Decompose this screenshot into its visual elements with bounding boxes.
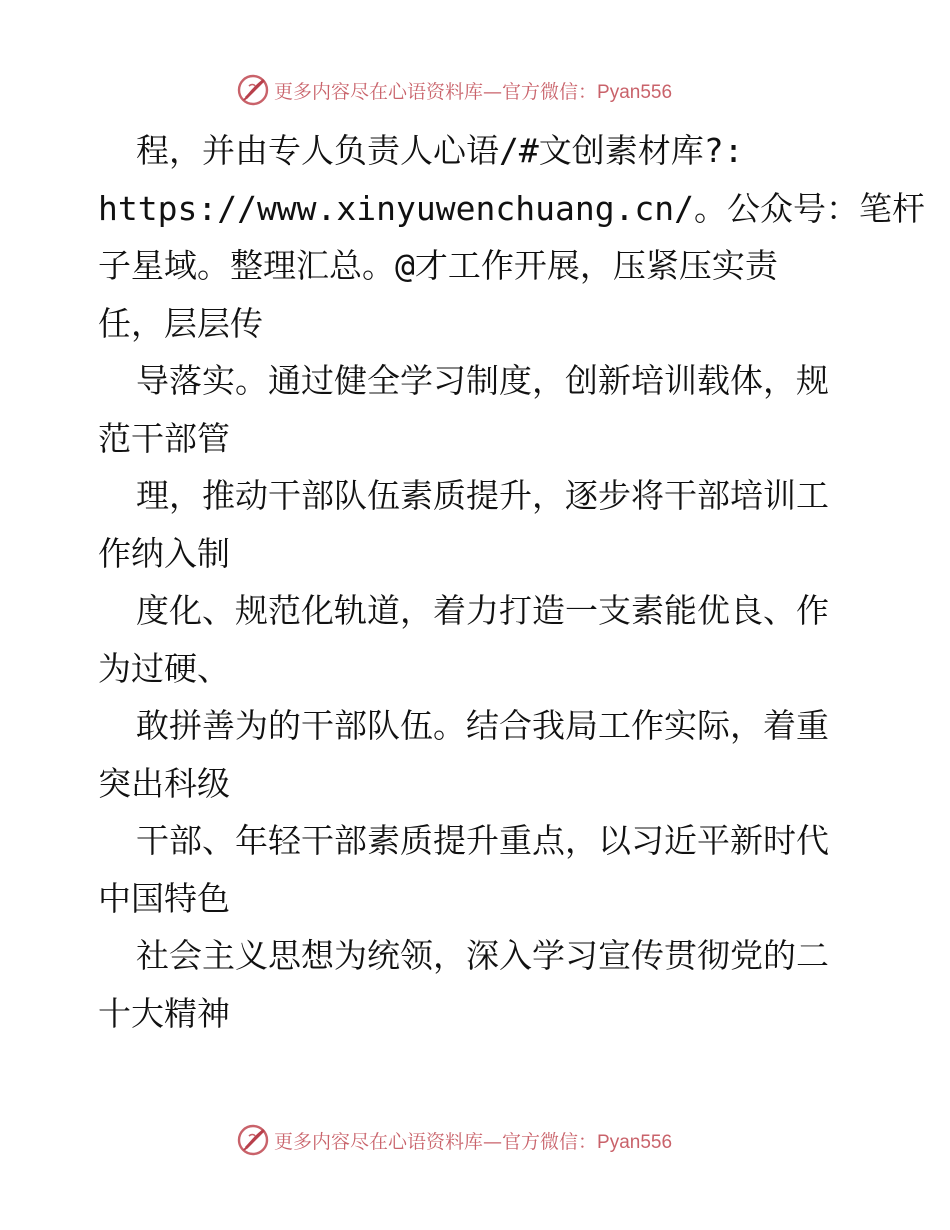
footer-banner [236,1122,756,1158]
text-line: 社会主义思想为统领，深入学习宣传贯彻党的二 [136,936,829,975]
text-line: 范干部管 [98,418,230,458]
text-line: 导落实。通过健全学习制度，创新培训载体，规 [136,361,829,400]
text-line: 十大精神 [98,993,230,1033]
text-line: 作纳入制 [98,533,230,573]
text-line: 理，推动干部队伍素质提升，逐步将干部培训工 [136,476,829,515]
header-banner-id: Pyan556 [597,81,673,103]
text-line: 干部、年轻干部素质提升重点，以习近平新时代 [136,821,829,860]
brush-logo-icon [236,73,270,107]
header-banner-main: 更多内容尽在心语资料库—官方微信： [274,80,598,103]
text-line: 突出科级 [98,763,230,803]
footer-banner-text [274,1127,672,1154]
text-line: https://www.xinyuwenchuang.cn/。公众号：笔杆 [98,188,926,228]
brush-logo-icon [236,1123,270,1157]
header-banner-text [274,77,672,104]
text-line: 中国特色 [98,878,230,918]
text-line: 任，层层传 [98,303,263,343]
footer-banner-main: 更多内容尽在心语资料库—官方微信： [274,1130,598,1153]
text-line: 敢拼善为的干部队伍。结合我局工作实际，着重 [136,706,829,745]
text-line: 为过硬、 [98,648,230,688]
header-banner [236,72,756,108]
body-text [98,122,926,1042]
footer-banner-id: Pyan556 [597,1131,673,1153]
text-line: 程，并由专人负责人心语/#文创素材库?: [136,131,744,170]
text-line: 度化、规范化轨道，着力打造一支素能优良、作 [136,591,829,630]
text-line: 子星域。整理汇总。@才工作开展，压紧压实责 [98,246,778,285]
